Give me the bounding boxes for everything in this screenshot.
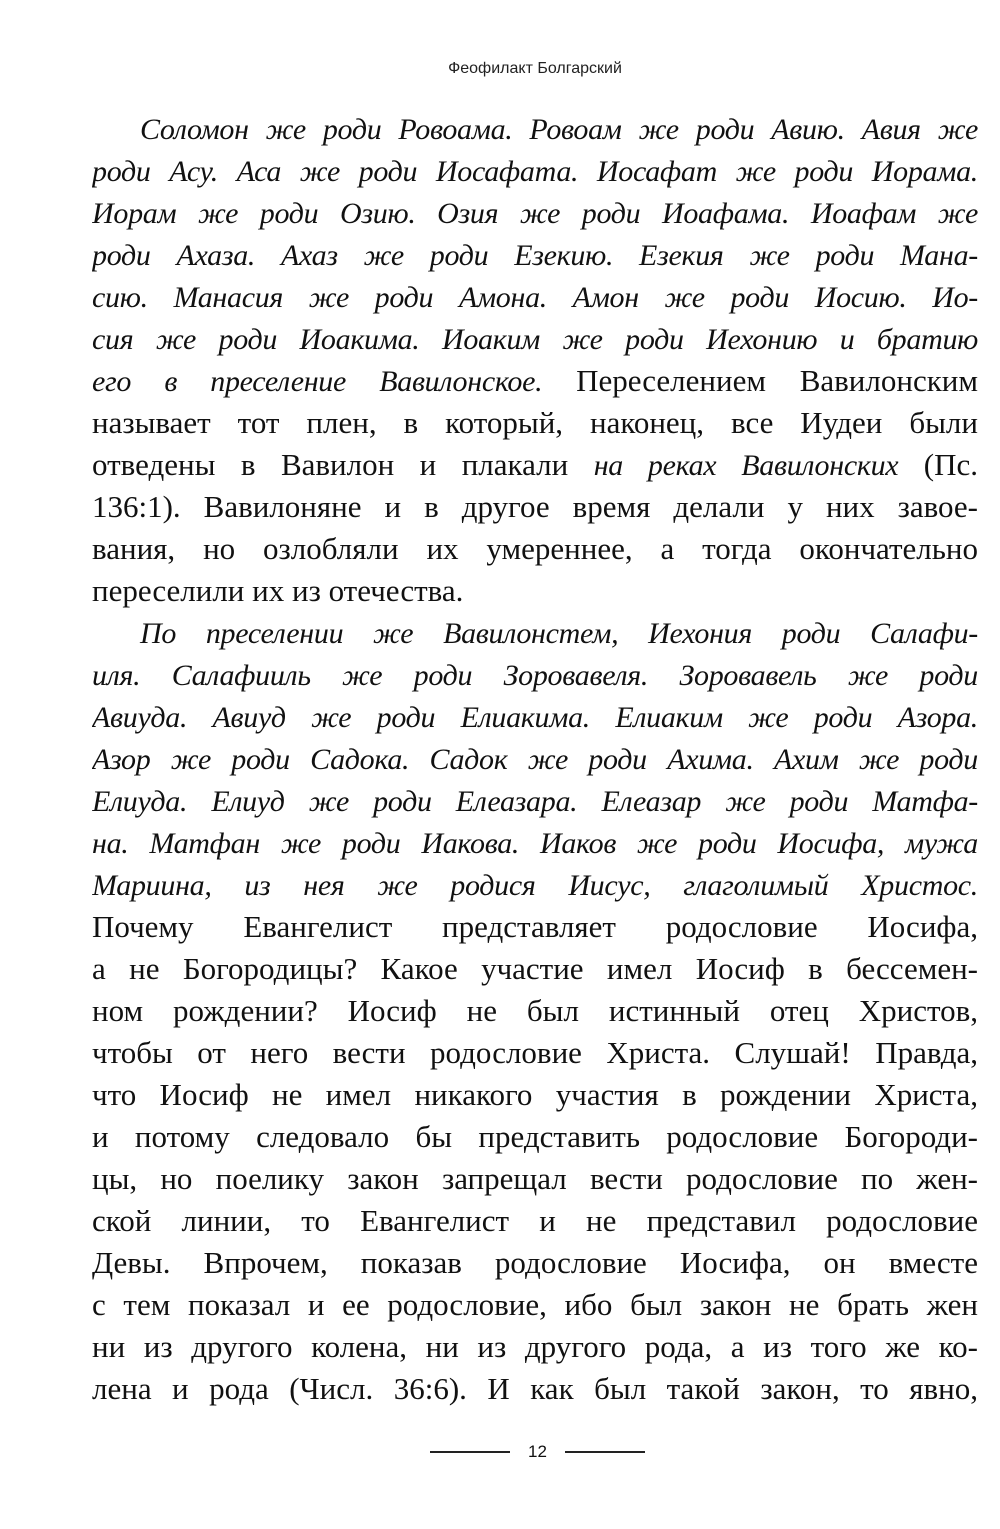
text-line <box>92 1326 978 1368</box>
text-line <box>92 486 978 528</box>
text-line <box>92 948 978 990</box>
text-line <box>92 1158 978 1200</box>
commentary-text: ном рождении? Иосиф не был истинный отец Христов, <box>92 993 978 1028</box>
text-line <box>92 444 978 486</box>
text-line <box>92 234 978 276</box>
commentary-text: ни из другого колена, ни из другого рода, а из того же ко- <box>92 1329 978 1364</box>
italic-scripture-text: роди Ахаза. Ахаз же роди Езекию. Езекия же роди Мана- <box>92 239 978 272</box>
commentary-text: называет тот плен, в который, наконец, все Иудеи были <box>92 405 978 440</box>
italic-scripture-text: По преселении же Вавилонстем, Иехония роди Салафи- <box>140 617 978 650</box>
text-line <box>92 1200 978 1242</box>
text-line <box>92 738 978 780</box>
italic-scripture-text: Азор же роди Садока. Садок же роди Ахима. Ахим же роди <box>92 743 978 776</box>
text-line <box>92 1032 978 1074</box>
commentary-text: и потому следовало бы представить родословие Богороди- <box>92 1119 978 1154</box>
text-line <box>92 612 978 654</box>
italic-scripture-text: сия же роди Иоакима. Иоаким же роди Иехонию и братию <box>92 323 978 356</box>
text-line <box>92 906 978 948</box>
italic-scripture-text: его в преселение Вавилонское. <box>92 365 543 398</box>
running-header: Феофилакт Болгарский <box>448 60 622 77</box>
text-line <box>92 864 978 906</box>
italic-scripture-text: на. Матфан же роди Иакова. Иаков же роди Иосифа, мужа <box>92 827 978 860</box>
commentary-text: 136:1). Вавилоняне и в другое время делали у них завое- <box>92 489 978 524</box>
italic-scripture-text: на реках Вавилонских <box>593 449 899 482</box>
commentary-text: Переселением Вавилонским <box>542 363 978 398</box>
text-line <box>92 318 978 360</box>
text-line <box>92 528 978 570</box>
text-line <box>92 822 978 864</box>
text-line <box>92 150 978 192</box>
text-line <box>92 360 978 402</box>
italic-scripture-text: роди Асу. Аса же роди Иосафата. Иосафат же роди Иорама. <box>92 155 978 188</box>
page-body-text <box>92 108 978 1410</box>
text-line <box>92 696 978 738</box>
text-line <box>92 654 978 696</box>
commentary-text: ской линии, то Евангелист и не представил родословие <box>92 1203 978 1238</box>
text-line <box>92 780 978 822</box>
commentary-text: цы, но поелику закон запрещал вести родословие по жен- <box>92 1161 978 1196</box>
page-footer <box>0 1440 1000 1464</box>
commentary-text: а не Богородицы? Какое участие имел Иосиф в бессемен- <box>92 951 978 986</box>
italic-scripture-text: Авиуда. Авиуд же роди Елиакима. Елиаким же роди Азора. <box>92 701 978 734</box>
commentary-text: вания, но озлобляли их умереннее, а тогда окончательно <box>92 531 978 566</box>
commentary-text: Почему Евангелист представляет родословие Иосифа, <box>92 909 978 944</box>
commentary-text: отведены в Вавилон и плакали <box>92 447 594 482</box>
italic-scripture-text: Елиуда. Елиуд же роди Елеазара. Елеазар же роди Матфа- <box>92 785 978 818</box>
text-line <box>92 402 978 444</box>
footer-rule-left <box>430 1451 510 1453</box>
commentary-text: чтобы от него вести родословие Христа. Слушай! Правда, <box>92 1035 978 1070</box>
text-line <box>92 1074 978 1116</box>
italic-scripture-text: Иорам же роди Озию. Озия же роди Иоафама. Иоафам же <box>92 197 978 230</box>
text-line <box>92 1284 978 1326</box>
commentary-text: что Иосиф не имел никакого участия в рождении Христа, <box>92 1077 978 1112</box>
text-line <box>92 1116 978 1158</box>
text-line <box>92 990 978 1032</box>
text-line <box>92 192 978 234</box>
text-line <box>92 570 978 612</box>
commentary-text: лена и рода (Числ. 36:6). И как был такой закон, то явно, <box>92 1371 978 1406</box>
page-number: 12 <box>528 1442 547 1461</box>
text-line <box>92 1368 978 1410</box>
footer-rule-right <box>565 1451 645 1453</box>
commentary-text: Девы. Впрочем, показав родословие Иосифа, он вместе <box>92 1245 978 1280</box>
italic-scripture-text: Мариина, из нея же родися Иисус, глаголимый Христос. <box>92 869 978 902</box>
italic-scripture-text: Соломон же роди Ровоама. Ровоам же роди Авию. Авия же <box>140 113 978 146</box>
text-line <box>92 1242 978 1284</box>
italic-scripture-text: сию. Манасия же роди Амона. Амон же роди Иосию. Ио- <box>92 281 978 314</box>
text-line <box>92 276 978 318</box>
commentary-text: с тем показал и ее родословие, ибо был закон не брать жен <box>92 1287 978 1322</box>
commentary-text: переселили их из отечества. <box>92 573 464 608</box>
text-line <box>92 108 978 150</box>
italic-scripture-text: иля. Салафииль же роди Зоровавеля. Зоровавель же роди <box>92 659 978 692</box>
commentary-text: (Пс. <box>898 447 978 482</box>
